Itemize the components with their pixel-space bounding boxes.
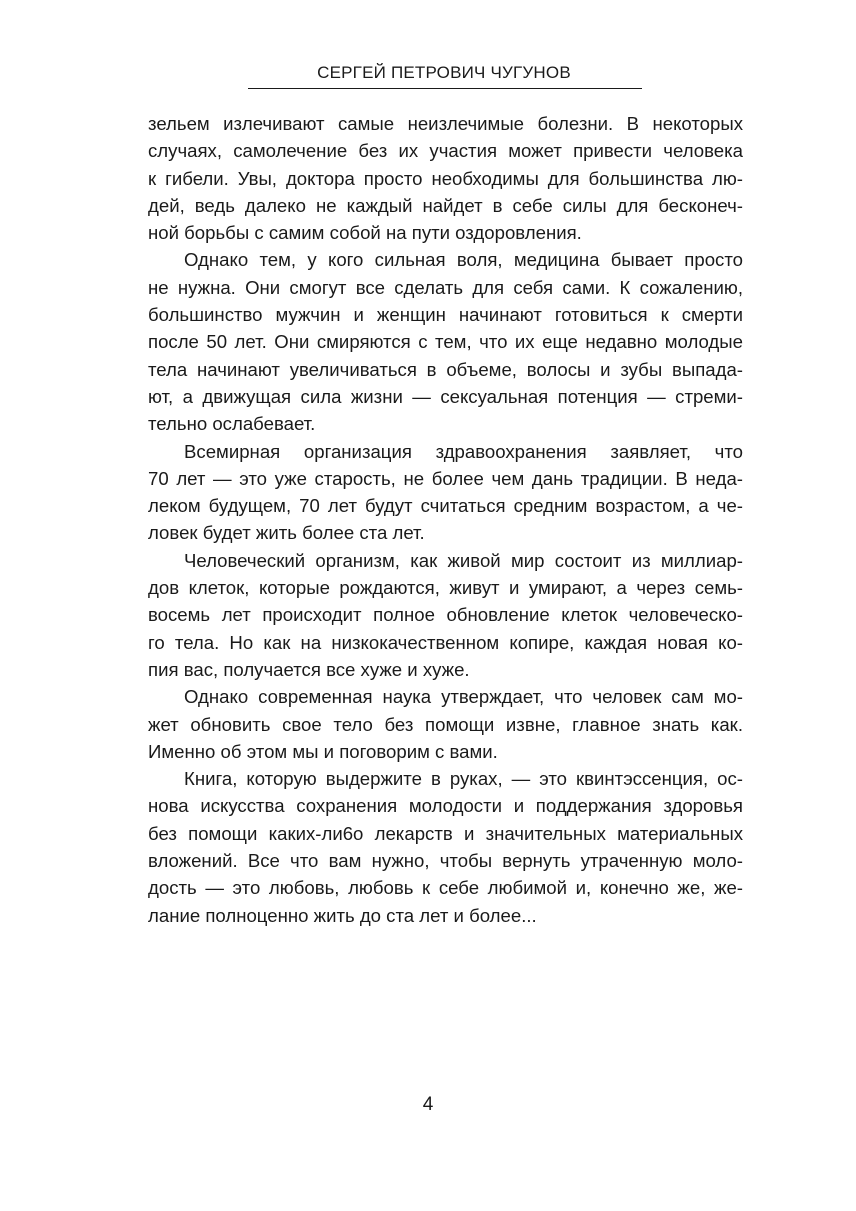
text-line: 70 лет — это уже старость, не более чем дань традиции. В неда- bbox=[148, 467, 743, 489]
text-line: дость — это любовь, любовь к себе любимой и, конечно же, же- bbox=[148, 877, 743, 899]
text-line: пия вас, получается все хуже и хуже. bbox=[148, 658, 470, 680]
text-line: нова искусства сохранения молодости и поддержания здоровья bbox=[148, 795, 743, 817]
paragraph bbox=[148, 110, 743, 246]
text-line: зельем излечивают самые неизлечимые болезни. В некоторых bbox=[148, 113, 743, 134]
text-line: Однако современная наука утверждает, что человек сам мо- bbox=[184, 686, 743, 708]
text-line: лание полноценно жить до ста лет и более... bbox=[148, 904, 537, 926]
page-number: 4 bbox=[422, 1094, 434, 1115]
text-line: жет обновить свое тело без помощи извне, главное знать как. bbox=[148, 713, 743, 735]
text-line: Человеческий организм, как живой мир состоит из миллиар- bbox=[184, 549, 743, 571]
text-line: к гибели. Увы, доктора просто необходимы для большинства лю- bbox=[148, 167, 743, 189]
text-line: Всемирная организация здравоохранения заявляет, что bbox=[184, 440, 743, 462]
text-line: тельно ослабевает. bbox=[148, 413, 316, 435]
text-line: го тела. Но как на низкокачественном копире, каждая новая ко- bbox=[148, 631, 743, 653]
text-line: не нужна. Они смогут все сделать для себя сами. К сожалению, bbox=[148, 276, 743, 298]
text-line: дов клеток, которые рождаются, живут и умирают, а через семь- bbox=[148, 577, 743, 599]
paragraph bbox=[148, 438, 743, 547]
paragraph bbox=[148, 683, 743, 765]
running-header: СЕРГЕЙ ПЕТРОВИЧ ЧУГУНОВ bbox=[317, 63, 571, 82]
body-text bbox=[148, 110, 743, 929]
header-rule bbox=[248, 88, 642, 89]
text-line: ной борьбы с самим собой на пути оздоровления. bbox=[148, 222, 582, 244]
text-line: леком будущем, 70 лет будут считаться средним возрастом, а че- bbox=[148, 495, 743, 517]
paragraph bbox=[148, 765, 743, 929]
text-line: после 50 лет. Они смиряются с тем, что их еще недавно молодые bbox=[148, 331, 743, 353]
text-line: случаях, самолечение без их участия может привести человека bbox=[148, 140, 743, 162]
text-line: дей, ведь далеко не каждый найдет в себе силы для бесконеч- bbox=[148, 194, 743, 216]
paragraph bbox=[148, 246, 743, 437]
text-line: ют, а движущая сила жизни — сексуальная потенция — стреми- bbox=[148, 385, 743, 407]
paragraph bbox=[148, 547, 743, 683]
text-line: без помощи каких-ли6о лекарств и значительных материальных bbox=[148, 822, 743, 844]
text-line: восемь лет происходит полное обновление клеток человеческо- bbox=[148, 604, 743, 626]
text-line: Однако тем, у кого сильная воля, медицина бывает просто bbox=[184, 249, 743, 271]
text-line: большинство мужчин и женщин начинают готовиться к смерти bbox=[148, 304, 743, 326]
text-line: тела начинают увеличиваться в объеме, волосы и зубы выпада- bbox=[148, 358, 743, 380]
text-line: вложений. Все что вам нужно, чтобы вернуть утраченную моло- bbox=[148, 850, 743, 872]
text-line: ловек будет жить более ста лет. bbox=[148, 522, 425, 544]
text-line: Книга, которую выдержите в руках, — это квинтэссенция, ос- bbox=[184, 768, 743, 790]
text-line: Именно об этом мы и поговорим с вами. bbox=[148, 740, 498, 762]
